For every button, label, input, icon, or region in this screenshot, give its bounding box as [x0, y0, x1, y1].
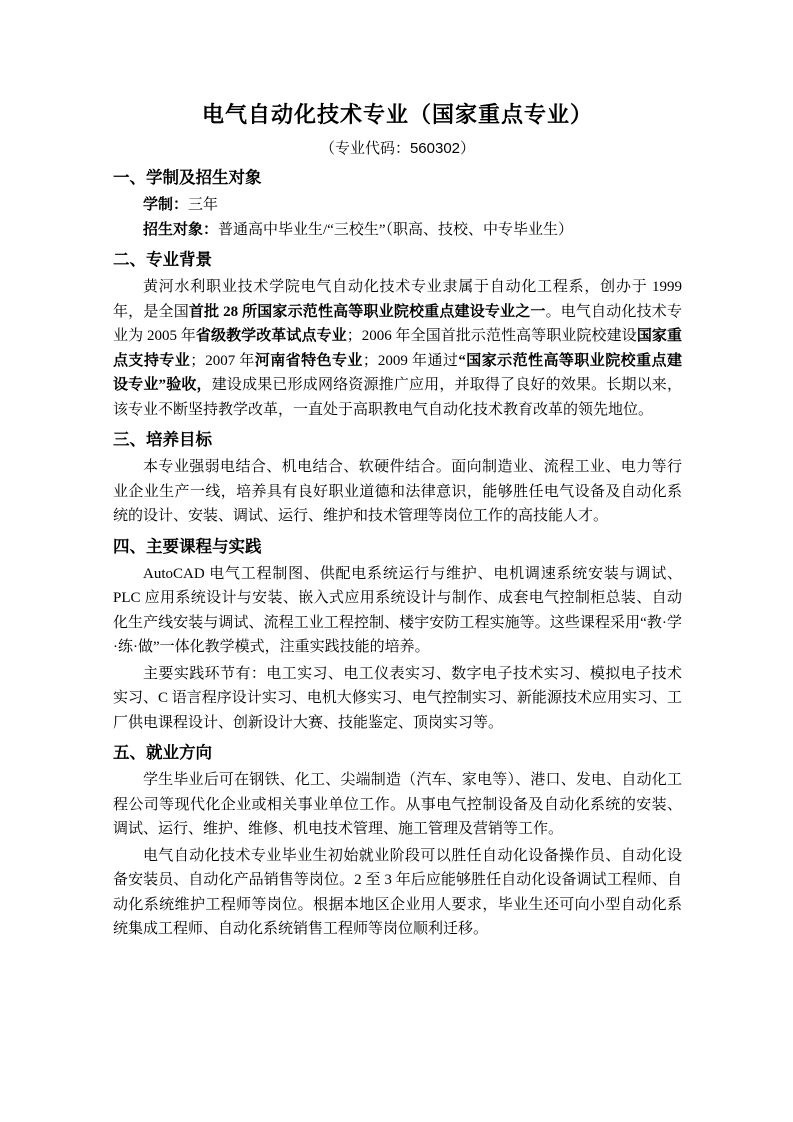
section-1: [113, 165, 682, 242]
paragraph: [113, 662, 682, 736]
text-run: 。电气自动化技术专业为 2005 年: [113, 303, 682, 344]
text-run: 主要实践环节有：电工实习、电工仪表实习、数字电子技术实习、模拟电子技术实习、C 语言程序设计实习、电机大修实习、电气控制实习、新能源技术应用实习、工厂供电课程设计、创新设计大赛、技能鉴定、顶岗实习等。: [113, 665, 682, 731]
paragraph: [113, 455, 682, 529]
section-2: [113, 247, 682, 422]
text-run: AutoCAD 电气工程制图、供配电系统运行与维护、电机调速系统安装与调试、PLC 应用系统设计与安装、嵌入式应用系统设计与制作、成套电气控制柜总装、自动化生产线安装与调试、流程工业工程控制、楼宇安防工程实施等。这些课程采用“教·学·练·做”一体化教学模式，注重实践技能的培养。: [113, 565, 682, 655]
text-run: ；2006 年全国首批示范性高等职业院校建设: [346, 328, 637, 344]
bold-text-run: 省级教学改革试点专业: [195, 328, 347, 344]
section-heading: 二、专业背景: [113, 250, 212, 269]
paragraph: [113, 562, 682, 660]
text-run: 学生毕业后可在钢铁、化工、尖端制造（汽车、家电等）、港口、发电、自动化工程公司等现代化企业或相关事业单位工作。从事电气控制设备及自动化系统的安装、调试、运行、维护、维修、机电技术管理、施工管理及营销等工作。: [113, 772, 682, 837]
field-line: [143, 193, 682, 218]
field-label: 学制：: [143, 197, 189, 213]
text-run: 建设成果已形成网络资源推广应用，并取得了良好的效果。长期以来，该专业不断坚持教学改革，一直处于高职教电气自动化技术教育改革的领先地位。: [113, 377, 682, 418]
text-run: 电气自动化技术专业毕业生初始就业阶段可以胜任自动化设备操作员、自动化设备安装员、自动化产品销售等岗位。2 至 3 年后应能够胜任自动化设备调试工程师、自动化系统维护工程师等岗位。根据本地区企业用人要求，毕业生还可向小型自动化系统集成工程师、自动化系统销售工程师等岗位顺利迁移。: [113, 847, 682, 937]
paragraph: [113, 844, 682, 942]
section-heading: 四、主要课程与实践: [113, 536, 262, 556]
bold-text-run: 河南省特色专业: [254, 352, 363, 369]
section-heading: 三、培养目标: [113, 430, 212, 449]
field-value: 三年: [188, 197, 219, 213]
text-run: 本专业强弱电结合、机电结合、软硬件结合。面向制造业、流程工业、电力等行业企业生产一线，培养具有良好职业道德和法律意识，能够胜任电气设备及自动化系统的设计、安装、调试、运行、维护和技术管理等岗位工作的高技能人才。: [113, 459, 682, 524]
bold-text-run: 首批 28 所国家示范性高等职业院校重点建设专业之一: [188, 303, 546, 320]
field-value: 普通高中毕业生/“三校生”（职高、技校、中专毕业生）: [218, 221, 574, 238]
section-3: [113, 427, 682, 529]
field-line: [143, 218, 682, 243]
text-run: ；2007 年: [190, 352, 255, 369]
paragraph: [113, 275, 682, 422]
section-heading: 五、就业方向: [113, 743, 212, 762]
text-run: ；2009 年通过: [362, 352, 459, 369]
document-sections: [113, 165, 682, 942]
section-5: [113, 740, 682, 942]
bold-text-run: 国家重点支持专业: [113, 328, 682, 369]
document-title: 电气自动化技术专业（国家重点专业）: [201, 102, 593, 127]
field-label: 招生对象：: [143, 221, 219, 238]
bold-text-run: “国家示范性高等职业院校重点建设专业”验收，: [113, 352, 682, 393]
document-subtitle: （专业代码：560302）: [319, 140, 476, 157]
section-4: [113, 534, 682, 736]
section-heading: 一、学制及招生对象: [113, 168, 262, 187]
paragraph: [113, 768, 682, 842]
text-run: 黄河水利职业技术学院电气自动化技术专业隶属于自动化工程系，创办于 1999 年，是全国: [113, 279, 682, 320]
